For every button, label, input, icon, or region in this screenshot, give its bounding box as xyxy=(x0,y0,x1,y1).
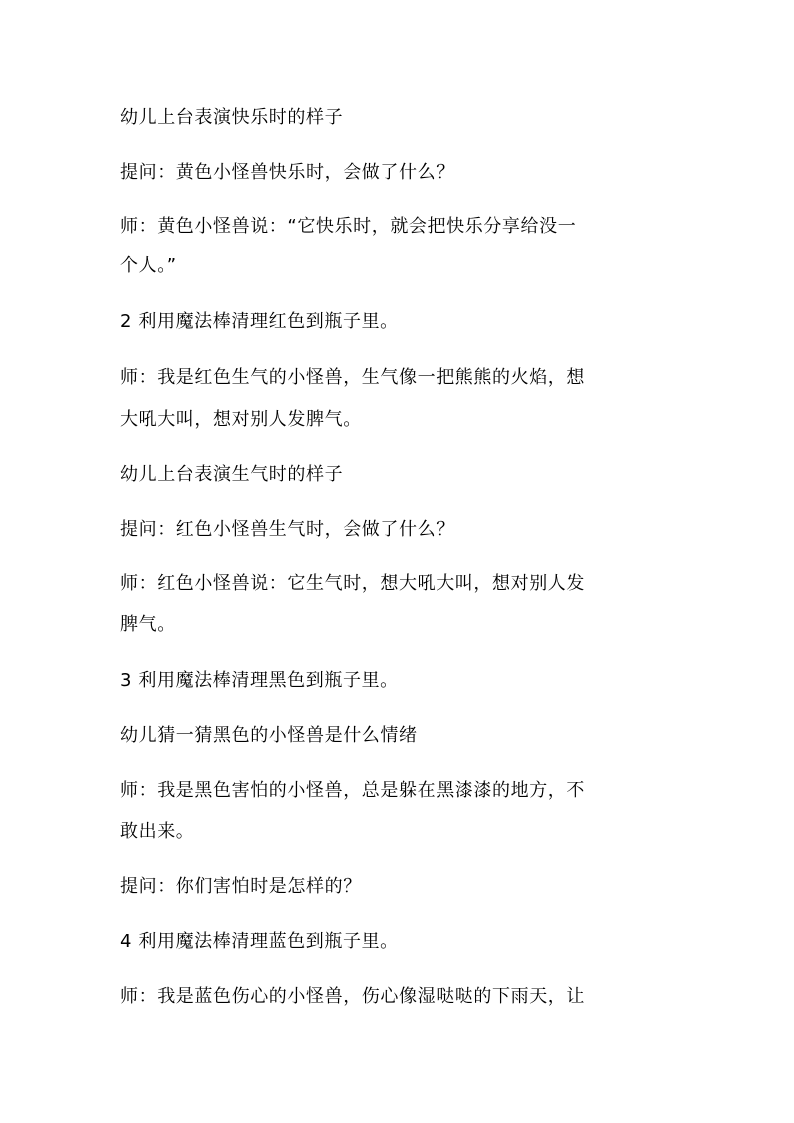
text-line: 脾气。 xyxy=(120,614,176,635)
text-line: 师：黄色小怪兽说：“它快乐时，就会把快乐分享给没一 xyxy=(120,216,577,237)
text-line: 幼儿上台表演生气时的样子 xyxy=(120,464,344,485)
text-line: 2 利用魔法棒清理红色到瓶子里。 xyxy=(120,311,399,332)
text-line: 提问：黄色小怪兽快乐时，会做了什么？ xyxy=(120,162,455,183)
text-line: 提问：你们害怕时是怎样的？ xyxy=(120,876,362,897)
text-line: 师：红色小怪兽说：它生气时，想大吼大叫，想对别人发 xyxy=(120,573,585,594)
text-line: 幼儿上台表演快乐时的样子 xyxy=(120,107,344,128)
text-line: 师：我是黑色害怕的小怪兽，总是躲在黑漆漆的地方，不 xyxy=(120,780,585,801)
text-line: 敢出来。 xyxy=(120,821,195,842)
text-line: 大吼大叫，想对别人发脾气。 xyxy=(120,409,362,430)
text-line: 幼儿猜一猜黑色的小怪兽是什么情绪 xyxy=(120,725,418,746)
text-line: 提问：红色小怪兽生气时，会做了什么？ xyxy=(120,519,455,540)
text-line: 4 利用魔法棒清理蓝色到瓶子里。 xyxy=(120,931,399,952)
text-line: 师：我是蓝色伤心的小怪兽，伤心像湿哒哒的下雨天，让 xyxy=(120,986,585,1007)
text-line: 个人。” xyxy=(120,255,177,276)
text-line: 3 利用魔法棒清理黑色到瓶子里。 xyxy=(120,670,399,691)
text-line: 师：我是红色生气的小怪兽，生气像一把熊熊的火焰，想 xyxy=(120,367,585,388)
